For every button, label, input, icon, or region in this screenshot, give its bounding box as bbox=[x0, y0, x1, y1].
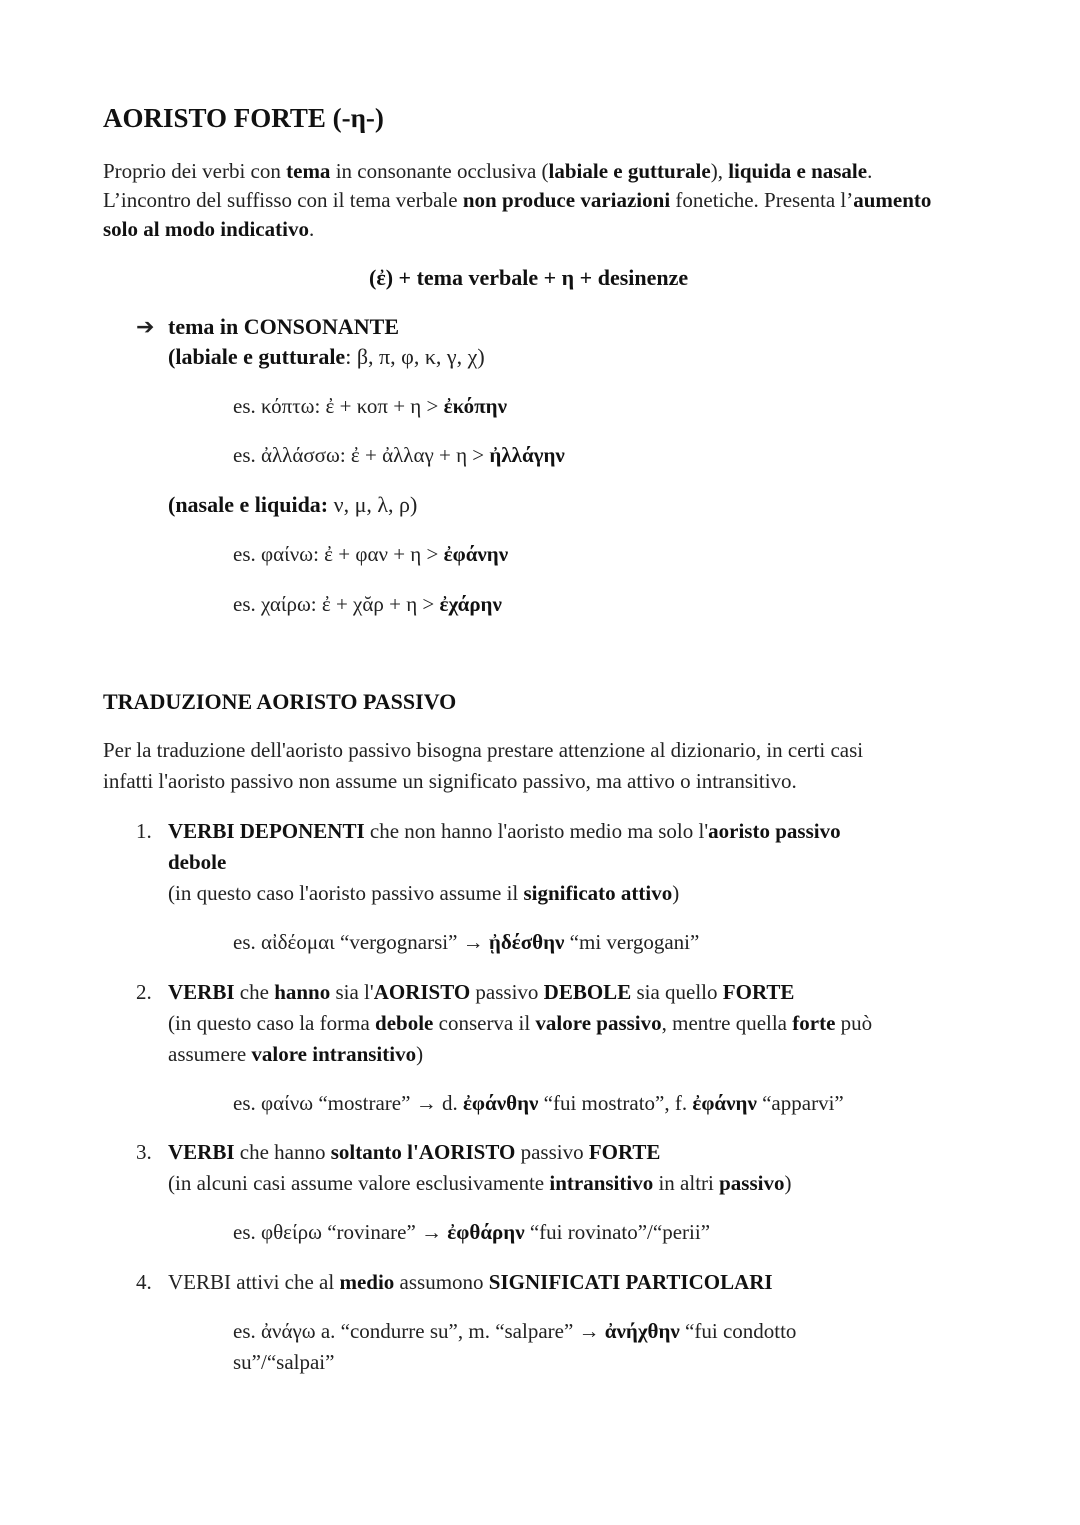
example-faino: es. φαίνω: ἐ + φαν + η > ἐφάνην bbox=[233, 542, 509, 566]
list-item-example: es. φαίνω “mostrare” → d. ἐφάνθην “fui mostrato”, f. ἐφάνην “apparvi” bbox=[233, 1091, 844, 1115]
example-chairo: es. χαίρω: ἐ + χᾰρ + η > ἐχάρην bbox=[233, 592, 502, 616]
list-item-line: (in alcuni casi assume valore esclusivamente intransitivo in altri passivo) bbox=[168, 1171, 792, 1195]
formula: (ἐ) + tema verbale + η + desinenze bbox=[369, 265, 689, 290]
list-item-line: VERBI che hanno sia l'AORISTO passivo DEBOLE sia quello FORTE bbox=[168, 980, 795, 1004]
list-number: 4. bbox=[136, 1270, 152, 1294]
list-item-line: (in questo caso la forma debole conserva il valore passivo, mentre quella forte può bbox=[168, 1011, 873, 1035]
arrow-bullet-icon: ➔ bbox=[136, 314, 155, 339]
example-kopto: es. κόπτω: ἐ + κοπ + η > ἐκόπην bbox=[233, 394, 507, 418]
section2-intro-line-1: Per la traduzione dell'aoristo passivo bisogna prestare attenzione al dizionario, in certi casi bbox=[103, 738, 864, 762]
section-title-traduzione: TRADUZIONE AORISTO PASSIVO bbox=[103, 689, 457, 714]
list-item-example: es. ἀνάγω a. “condurre su”, m. “salpare” → ἀνήχθην “fui condotto bbox=[233, 1319, 797, 1343]
group-label-labiale: (labiale e gutturale: β, π, φ, κ, γ, χ) bbox=[168, 344, 485, 369]
list-item-line: debole bbox=[168, 850, 227, 874]
list-item-line: assumere valore intransitivo) bbox=[168, 1042, 424, 1066]
list-item-example: es. αἰδέομαι “vergognarsi” → ᾐδέσθην “mi vergogani” bbox=[233, 930, 700, 954]
group-label-nasale: (nasale e liquida: ν, μ, λ, ρ) bbox=[168, 492, 418, 517]
section-title-aoristo-forte: AORISTO FORTE (-η-) bbox=[103, 103, 384, 133]
list-item-example: su”/“salpai” bbox=[233, 1350, 335, 1374]
list-item-line: VERBI DEPONENTI che non hanno l'aoristo medio ma solo l'aoristo passivo bbox=[168, 819, 841, 843]
list-number: 2. bbox=[136, 980, 152, 1004]
list-item-example: es. φθείρω “rovinare” → ἐφθάρην “fui rovinato”/“perii” bbox=[233, 1220, 711, 1244]
list-item-line: (in questo caso l'aoristo passivo assume il significato attivo) bbox=[168, 881, 680, 905]
example-allasso: es. ἀλλάσσω: ἐ + ἀλλαγ + η > ἠλλάγην bbox=[233, 443, 565, 467]
bullet-title: tema in CONSONANTE bbox=[168, 314, 400, 339]
intro-line-2: L’incontro del suffisso con il tema verbale non produce variazioni fonetiche. Presenta l’aumento bbox=[103, 188, 932, 212]
list-item-line: VERBI che hanno soltanto l'AORISTO passivo FORTE bbox=[168, 1140, 661, 1164]
list-item-line: VERBI attivi che al medio assumono SIGNIFICATI PARTICOLARI bbox=[168, 1270, 773, 1294]
intro-line-1: Proprio dei verbi con tema in consonante occlusiva (labiale e gutturale), liquida e nasale. bbox=[103, 159, 873, 183]
list-number: 3. bbox=[136, 1140, 152, 1164]
intro-line-3: solo al modo indicativo. bbox=[103, 217, 315, 241]
list-number: 1. bbox=[136, 819, 152, 843]
section2-intro-line-2: infatti l'aoristo passivo non assume un significato passivo, ma attivo o intransitivo. bbox=[103, 769, 797, 793]
